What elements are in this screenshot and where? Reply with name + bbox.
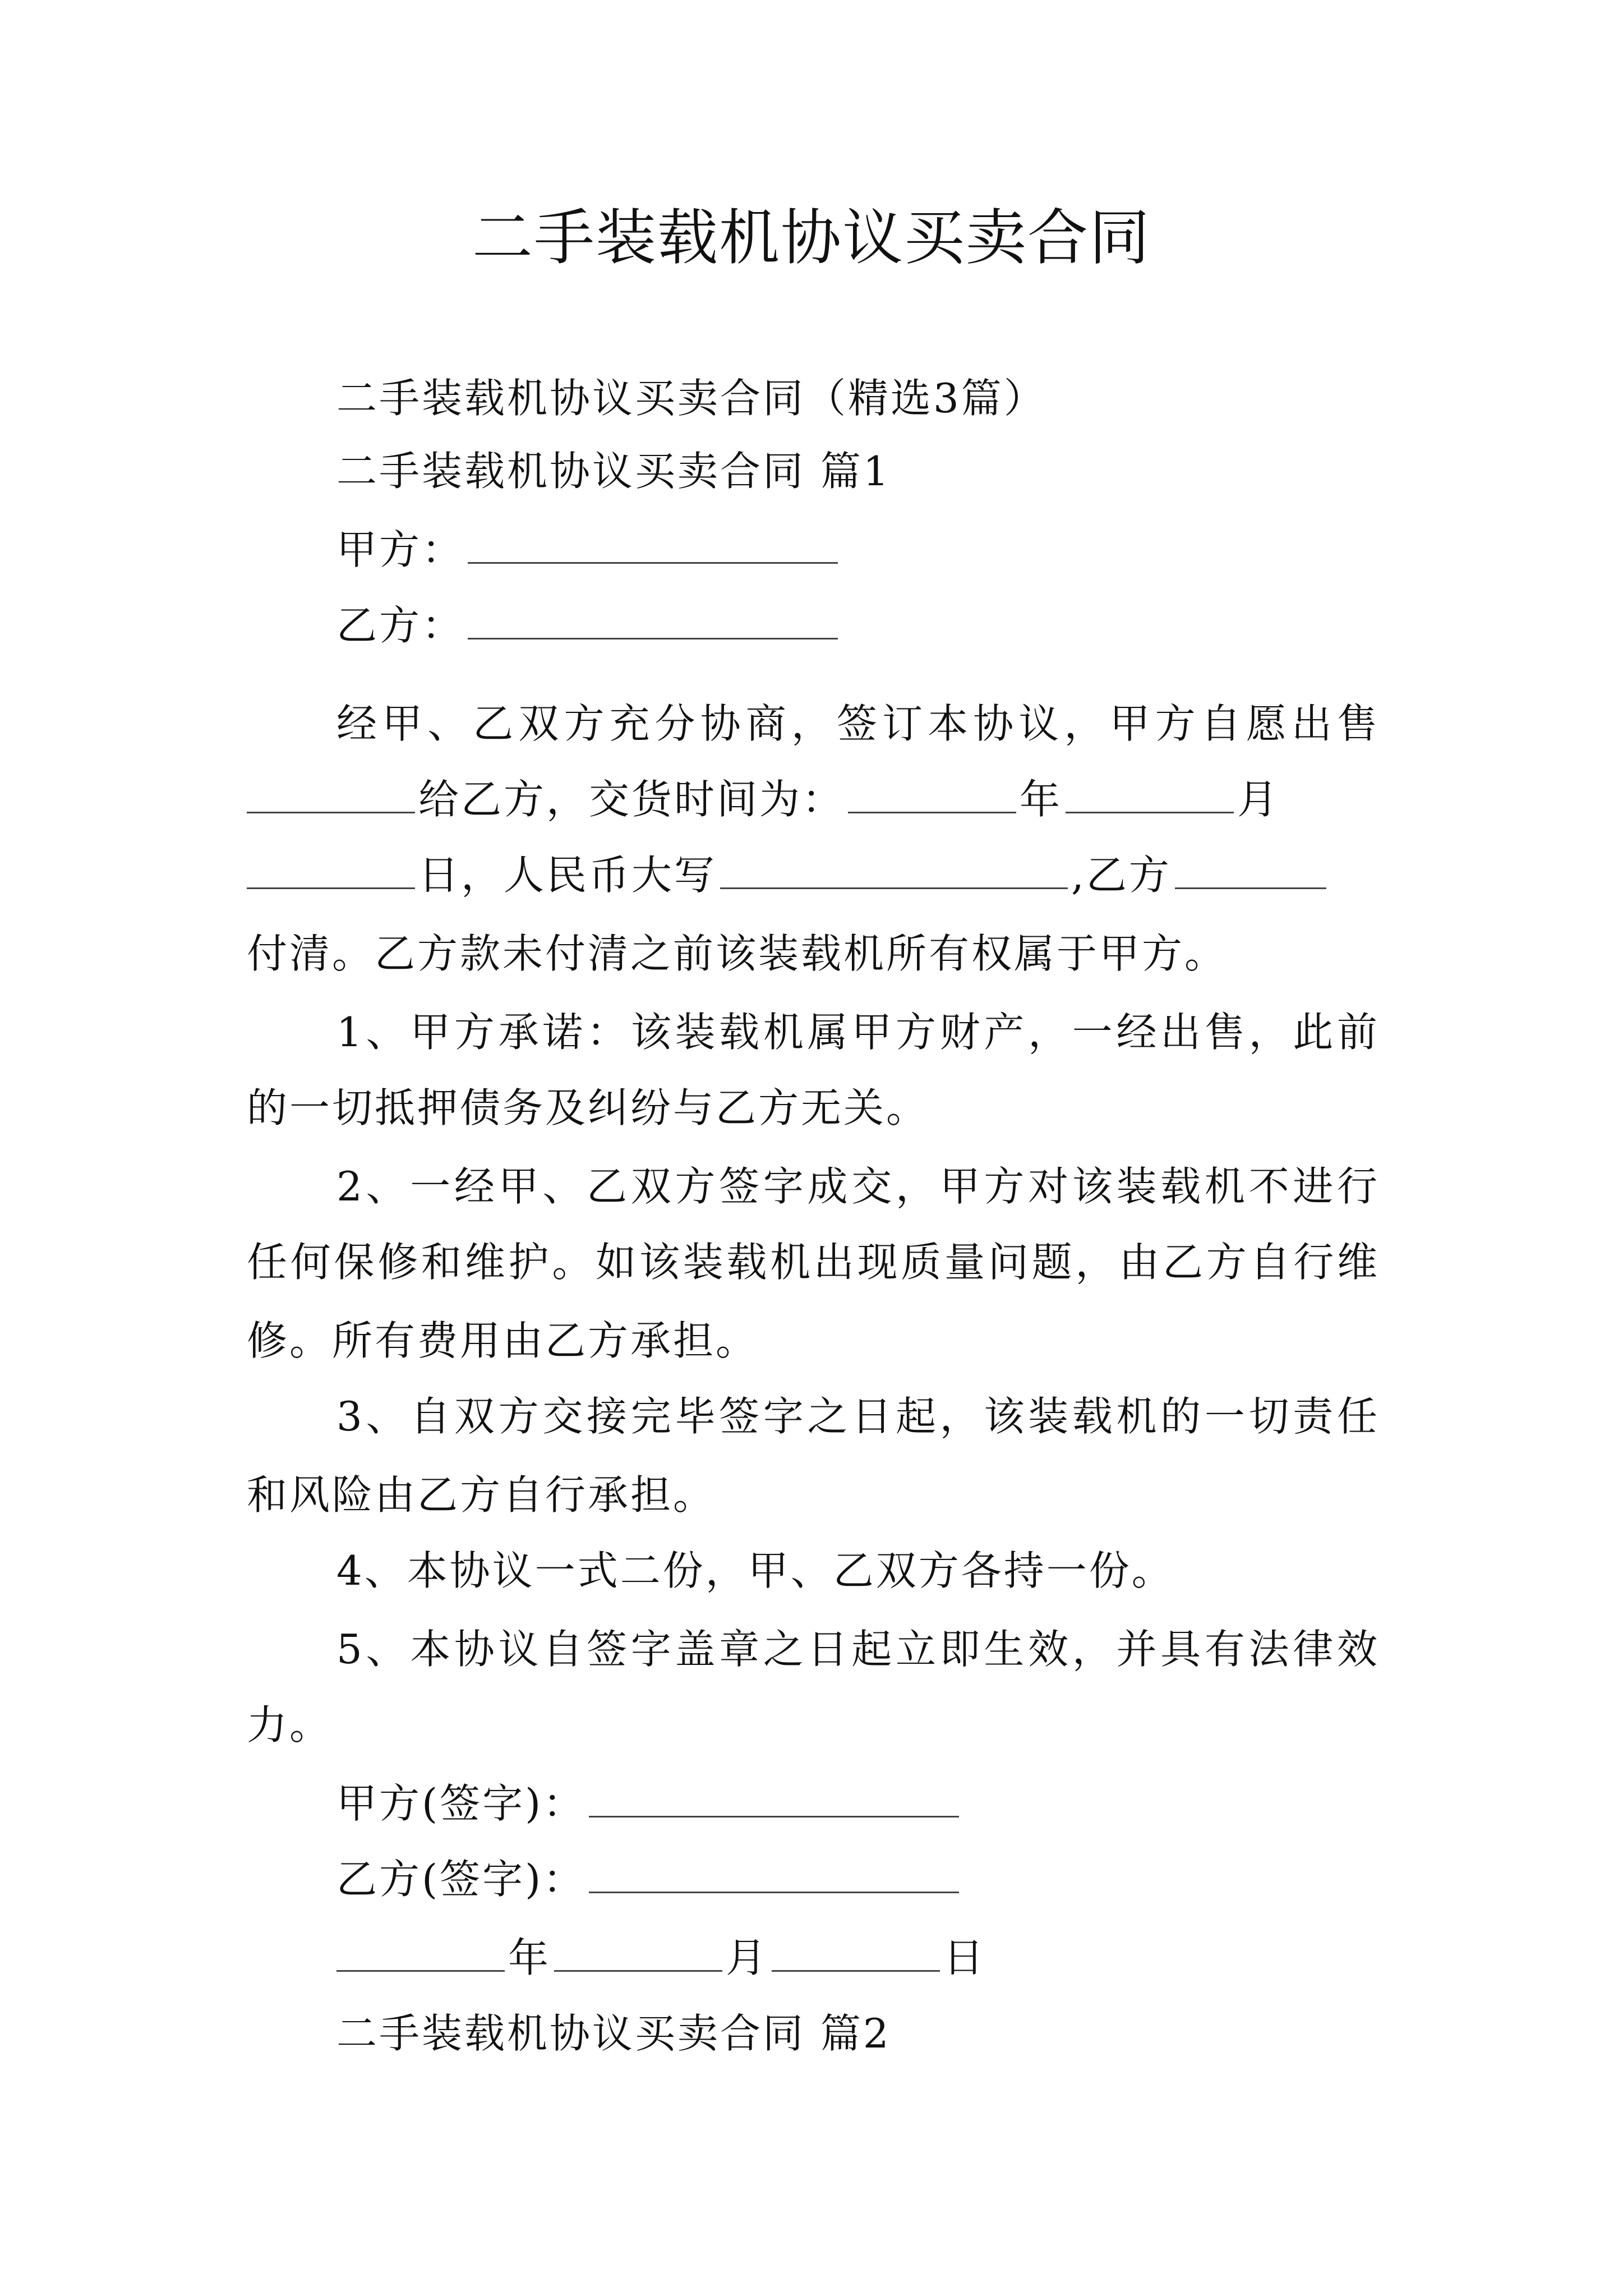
- date-month-label: 月: [726, 1934, 769, 1981]
- amount-blank: [720, 854, 1068, 889]
- intro-line-1: 经甲、乙双方充分协商，签订本协议，甲方自愿出售: [336, 700, 1380, 747]
- date-day-blank: [772, 1936, 940, 1972]
- party-b-row: [336, 597, 1380, 654]
- document-title: 二手装载机协议买卖合同: [472, 203, 1151, 273]
- clause-3-line-1: 3、自双方交接完毕签字之日起，该装载机的一切责任: [336, 1393, 1380, 1440]
- clause-3-line-2: 和风险由乙方自行承担。: [247, 1471, 716, 1519]
- delivery-month-label: 月: [1237, 776, 1280, 823]
- date-day-label: 日: [943, 1934, 986, 1981]
- date-month-blank: [554, 1936, 722, 1972]
- intro-line-3: [247, 847, 1380, 903]
- section-2-heading: 二手装载机协议买卖合同 篇2: [336, 2010, 891, 2057]
- intro-line-4: 付清。乙方款未付清之前该装载机所有权属于甲方。: [247, 930, 1228, 977]
- party-b-blank: [468, 604, 838, 639]
- clause-1-line-2: 的一切抵押债务及纠纷与乙方无关。: [247, 1084, 929, 1131]
- delivery-year-blank: [848, 778, 1016, 813]
- sign-a-blank: [589, 1782, 959, 1818]
- delivery-month-blank: [1066, 778, 1234, 813]
- clause-4: 4、本协议一式二份，甲、乙双方各持一份。: [336, 1547, 1174, 1594]
- intro-line-2: [247, 771, 1380, 827]
- sign-b-row: [336, 1851, 1380, 1907]
- sign-a-row: [336, 1775, 1380, 1832]
- intro-line-2-text: 给乙方，交货时间为：: [418, 776, 845, 823]
- party-a-blank: [468, 528, 838, 564]
- clause-2-line-1: 2、一经甲、乙双方签字成交，甲方对该装载机不进行: [336, 1163, 1380, 1210]
- date-year-blank: [336, 1936, 505, 1972]
- sign-b-label: 乙方(签字)：: [336, 1856, 586, 1903]
- clause-2-line-3: 修。所有费用由乙方承担。: [247, 1317, 759, 1364]
- intro-line-3-party: ,乙方: [1071, 852, 1172, 899]
- clause-5-line-1: 5、本协议自签字盖章之日起立即生效，并具有法律效: [336, 1626, 1380, 1673]
- party-a-row: [336, 522, 1380, 578]
- party-b-label: 乙方：: [336, 602, 465, 649]
- sign-a-label: 甲方(签字)：: [336, 1780, 586, 1827]
- clause-1-line-1: 1、甲方承诺：该装载机属甲方财产，一经出售，此前: [336, 1009, 1380, 1056]
- payment-blank: [1175, 854, 1326, 889]
- section-1-heading: 二手装载机协议买卖合同 篇1: [336, 448, 891, 495]
- document-subtitle: 二手装载机协议买卖合同（精选3篇）: [336, 375, 1046, 422]
- intro-line-3-text: 日，人民币大写: [418, 852, 717, 899]
- sign-b-blank: [589, 1858, 959, 1893]
- delivery-day-blank: [247, 854, 415, 889]
- clause-2-line-2: 任何保修和维护。如该装载机出现质量问题，由乙方自行维: [247, 1239, 1380, 1286]
- delivery-year-label: 年: [1020, 776, 1063, 823]
- party-a-label: 甲方：: [336, 526, 465, 573]
- date-year-label: 年: [508, 1934, 551, 1981]
- item-blank: [247, 778, 415, 813]
- clause-5-line-2: 力。: [247, 1701, 333, 1749]
- date-row: [336, 1930, 1380, 1986]
